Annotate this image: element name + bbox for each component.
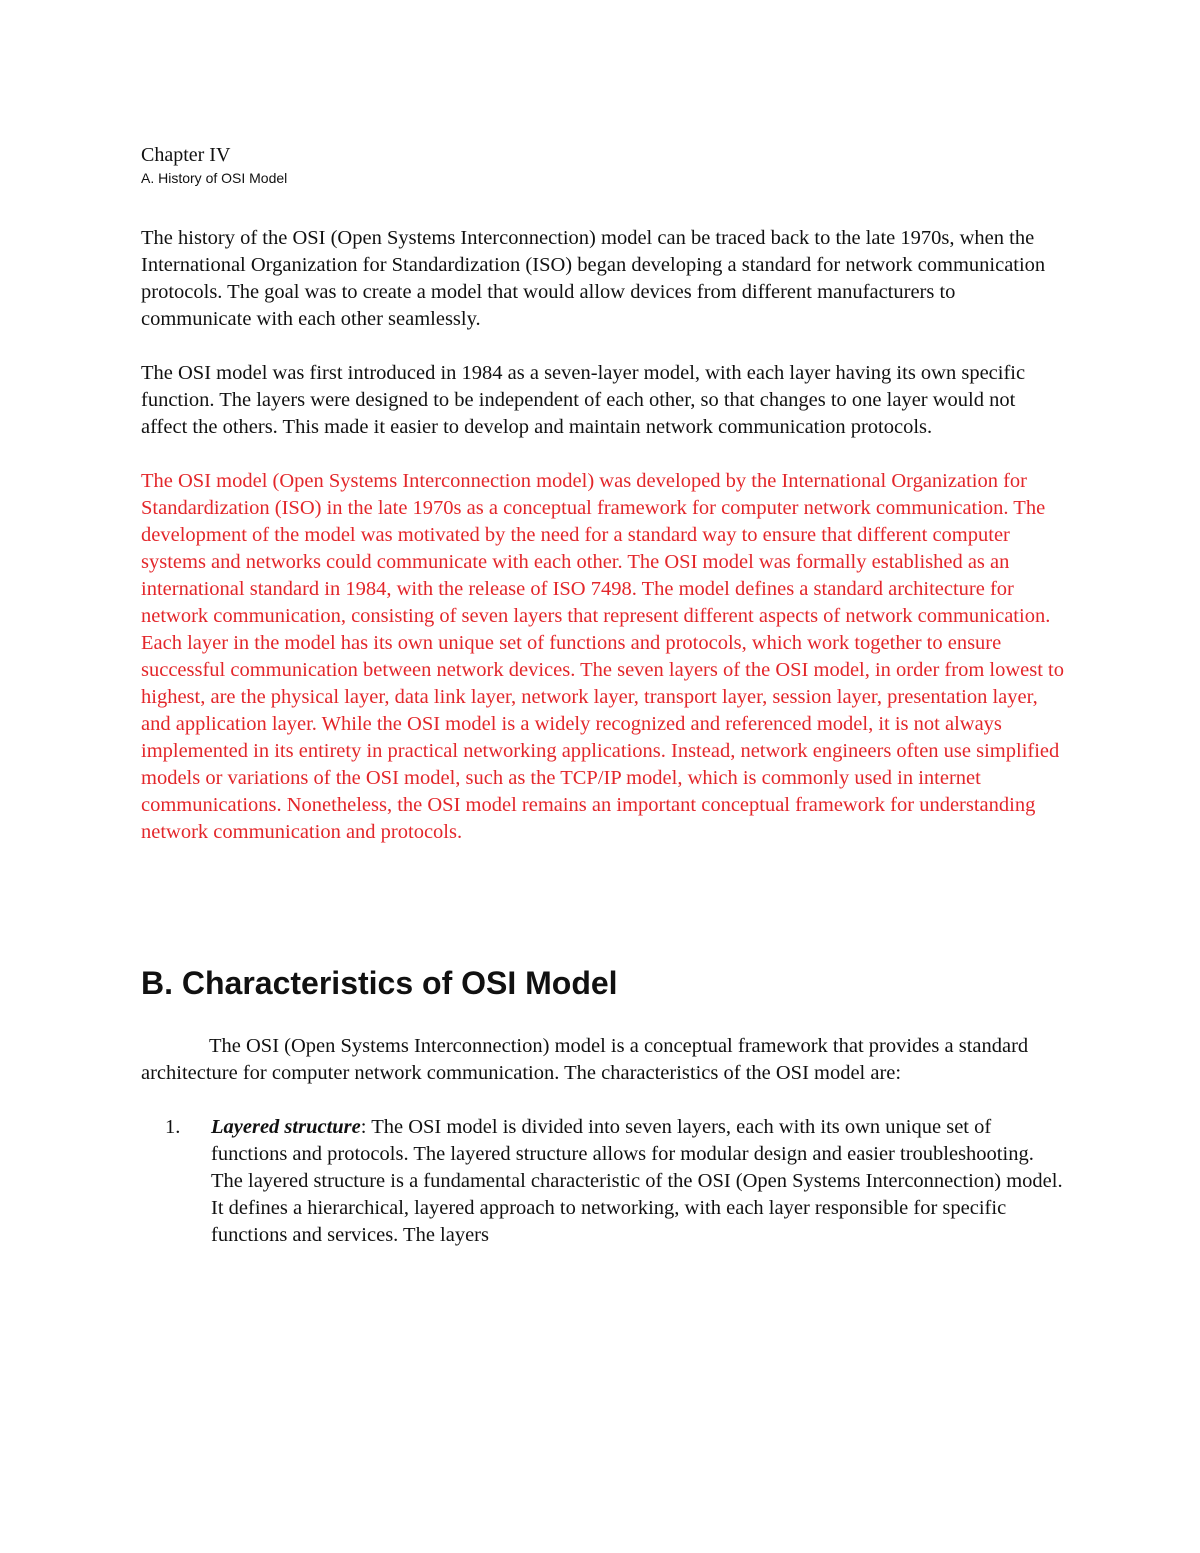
characteristics-list [141, 1114, 1066, 1249]
history-paragraph-3-highlighted: The OSI model (Open Systems Interconnection model) was developed by the International Organization for Standardization (ISO) in the late 1970s as a conceptual framework for computer network communication. The development of the model was motivated by the need for a standard way to ensure that different computer systems and networks could communicate with each other. The OSI model was formally established as an international standard in 1984, with the release of ISO 7498. The model defines a standard architecture for network communication, consisting of seven layers that represent different aspects of network communication. Each layer in the model has its own unique set of functions and protocols, which work together to ensure successful communication between network devices. The seven layers of the OSI model, in order from lowest to highest, are the physical layer, data link layer, network layer, transport layer, session layer, presentation layer, and application layer. While the OSI model is a widely recognized and referenced model, it is not always implemented in its entirety in practical networking applications. Instead, network engineers often use simplified models or variations of the OSI model, such as the TCP/IP model, which is commonly used in internet communications. Nonetheless, the OSI model remains an important conceptual framework for understanding network communication and protocols. [141, 470, 1065, 843]
list-item-title: Layered structure [211, 1116, 361, 1138]
section-a-heading: A. History of OSI Model [141, 170, 288, 186]
list-item [141, 1114, 1066, 1249]
list-item-body [211, 1114, 1066, 1249]
history-paragraph-2: The OSI model was first introduced in 1984 as a seven-layer model, with each layer having its own specific function. The layers were designed to be independent of each other, so that changes to one layer would not affect the others. This made it easier to develop and maintain network communication protocols. [141, 362, 1026, 438]
history-paragraph-1: The history of the OSI (Open Systems Interconnection) model can be traced back to the late 1970s, when the International Organization for Standardization (ISO) began developing a standard for network communication protocols. The goal was to create a model that would allow devices from different manufacturers to communicate with each other seamlessly. [141, 227, 1046, 330]
characteristics-intro: The OSI (Open Systems Interconnection) model is a conceptual framework that provides a standard architecture for computer network communication. The characteristics of the OSI model are: [141, 1035, 1029, 1084]
document-content [141, 142, 1066, 1249]
section-b-heading: B. Characteristics of OSI Model [141, 965, 618, 1001]
list-item-number: 1. [165, 1116, 181, 1138]
list-item-text: : The OSI model is divided into seven layers, each with its own unique set of functions and protocols. The layered structure allows for modular design and easier troubleshooting. The layered structure is a fundamental characteristic of the OSI (Open Systems Interconnection) model. It defines a hierarchical, layered approach to networking, with each layer responsible for specific functions and services. The layers [211, 1116, 1063, 1246]
chapter-title: Chapter IV [141, 144, 231, 166]
